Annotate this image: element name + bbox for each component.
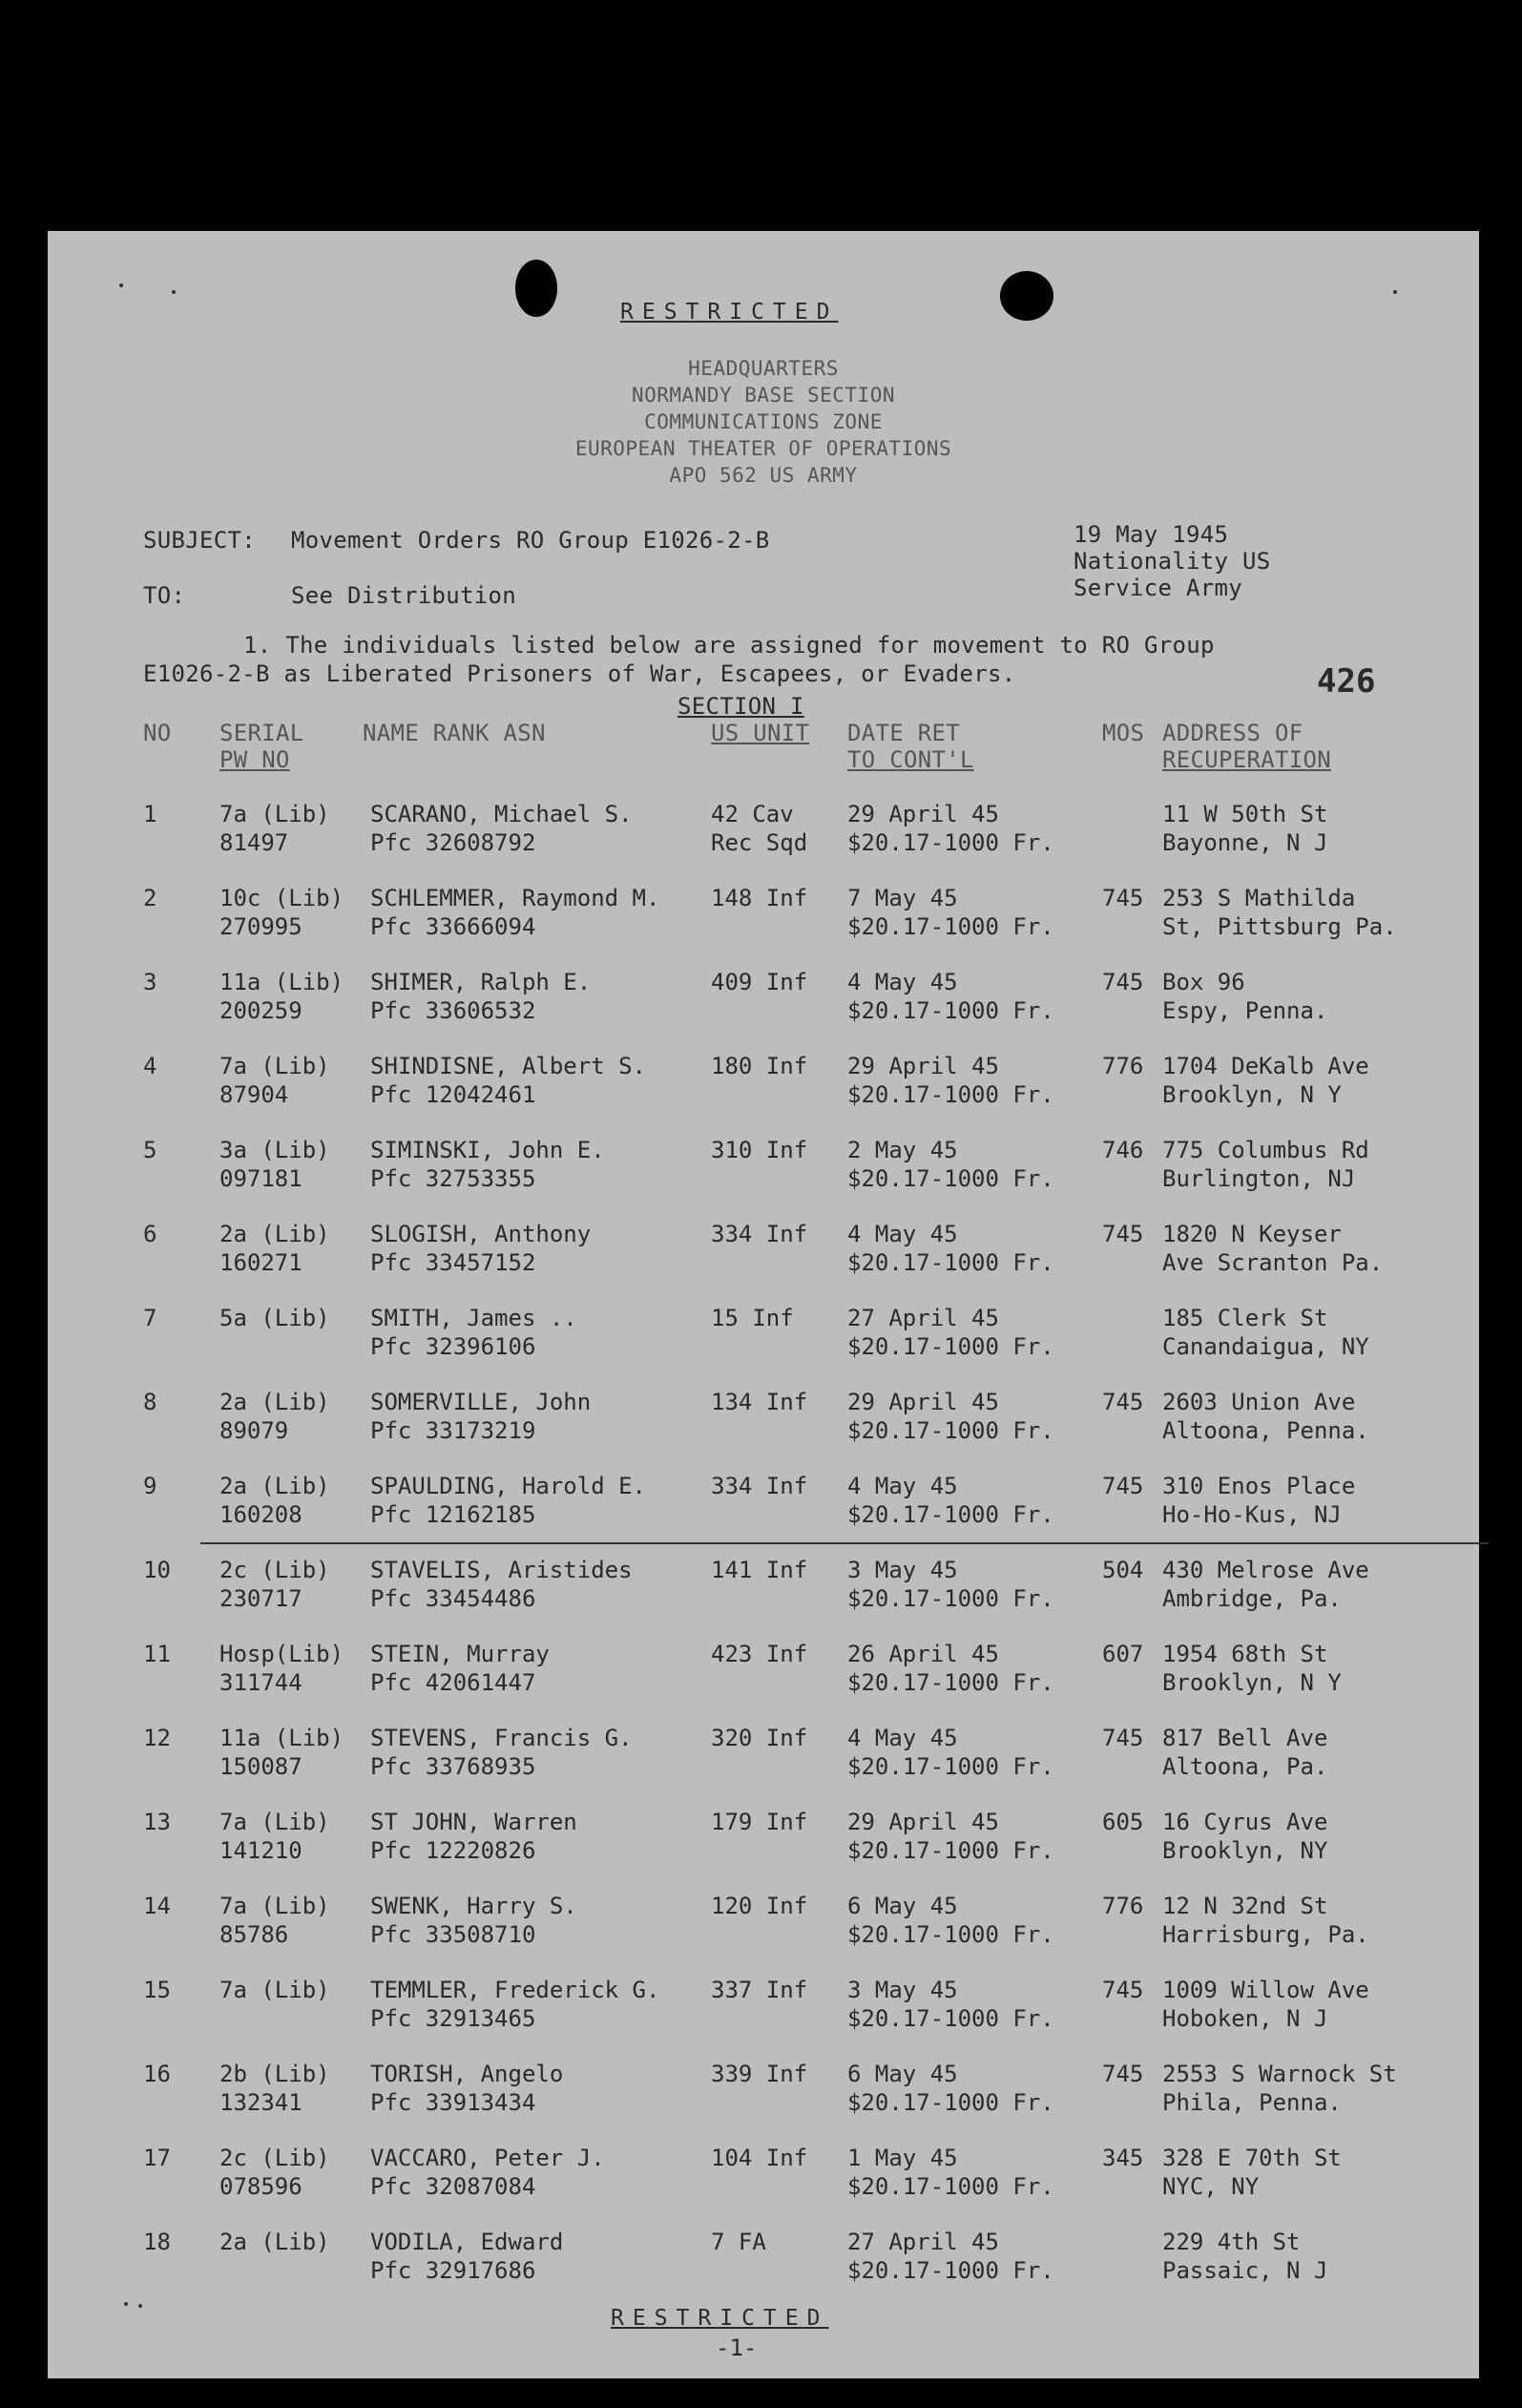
row-no: 10 <box>143 1557 171 1583</box>
col-address-2: RECUPERATION <box>1162 746 1331 773</box>
row-date: 29 April 45 <box>847 1389 999 1415</box>
row-address-2: Burlington, NJ <box>1162 1165 1356 1192</box>
table-row <box>48 1304 1479 1371</box>
row-no: 14 <box>143 1893 171 1919</box>
restricted-banner-bottom: RESTRICTED <box>611 2306 829 2331</box>
row-serial: 7a (Lib) <box>219 801 330 827</box>
row-unit: 310 Inf <box>711 1137 808 1163</box>
col-mos: MOS <box>1102 720 1145 746</box>
row-no: 9 <box>143 1473 157 1499</box>
row-address: 1009 Willow Ave <box>1162 1977 1369 2003</box>
row-name: TEMMLER, Frederick G. <box>370 1977 660 2003</box>
row-address-2: Phila, Penna. <box>1162 2089 1342 2116</box>
row-serial: 11a (Lib) <box>219 969 344 995</box>
punch-hole-left <box>515 260 557 317</box>
to-label: TO: <box>143 582 186 609</box>
row-no: 5 <box>143 1137 157 1163</box>
row-pay: $20.17-1000 Fr. <box>847 1501 1054 1528</box>
row-serial: 11a (Lib) <box>219 1725 344 1751</box>
row-unit: 334 Inf <box>711 1221 808 1247</box>
row-address-2: Altoona, Pa. <box>1162 1753 1328 1780</box>
row-address: 430 Melrose Ave <box>1162 1557 1369 1583</box>
row-pay: $20.17-1000 Fr. <box>847 2005 1054 2032</box>
row-date: 1 May 45 <box>847 2145 958 2171</box>
heading-line-3: COMMUNICATIONS ZONE <box>644 410 883 433</box>
row-address-2: Ambridge, Pa. <box>1162 1585 1342 1612</box>
row-address: 229 4th St <box>1162 2229 1301 2255</box>
row-name: SIMINSKI, John E. <box>370 1137 605 1163</box>
subject-label: SUBJECT: <box>143 527 256 554</box>
table-row <box>48 968 1479 1035</box>
row-unit: 339 Inf <box>711 2061 808 2087</box>
row-serial: 2b (Lib) <box>219 2061 330 2087</box>
row-date: 29 April 45 <box>847 1809 999 1835</box>
row-serial: 7a (Lib) <box>219 1893 330 1919</box>
row-mos: 745 <box>1102 885 1144 911</box>
row-name: SMITH, James .. <box>370 1305 577 1331</box>
col-serial: SERIAL <box>219 720 304 746</box>
row-name: STEVENS, Francis G. <box>370 1725 633 1751</box>
row-date: 27 April 45 <box>847 1305 999 1331</box>
row-unit: 334 Inf <box>711 1473 808 1499</box>
row-address-2: Harrisburg, Pa. <box>1162 1921 1369 1948</box>
row-rank-asn: Pfc 33508710 <box>370 1921 536 1948</box>
row-date: 3 May 45 <box>847 1557 958 1583</box>
col-pw: PW NO <box>219 746 290 773</box>
row-name: STEIN, Murray <box>370 1641 550 1667</box>
row-address: 1954 68th St <box>1162 1641 1328 1667</box>
row-mos: 776 <box>1102 1893 1144 1919</box>
table-row <box>48 1724 1479 1790</box>
row-unit: 7 FA <box>711 2229 766 2255</box>
row-name: SCHLEMMER, Raymond M. <box>370 885 660 911</box>
row-address-2: St, Pittsburg Pa. <box>1162 913 1397 940</box>
row-serial: 5a (Lib) <box>219 1305 330 1331</box>
row-address-2: Ave Scranton Pa. <box>1162 1249 1384 1276</box>
row-date: 4 May 45 <box>847 1725 958 1751</box>
row-no: 8 <box>143 1389 157 1415</box>
row-address-2: Hoboken, N J <box>1162 2005 1328 2032</box>
row-unit: 42 Cav <box>711 801 794 827</box>
row-name: SOMERVILLE, John <box>370 1389 592 1415</box>
row-serial: 2a (Lib) <box>219 1221 330 1247</box>
row-unit: 337 Inf <box>711 1977 808 2003</box>
row-pay: $20.17-1000 Fr. <box>847 1669 1054 1696</box>
row-unit: 180 Inf <box>711 1053 808 1079</box>
row-rank-asn: Pfc 33454486 <box>370 1585 536 1612</box>
section-title: SECTION I <box>678 693 804 720</box>
row-address: 328 E 70th St <box>1162 2145 1342 2171</box>
row-address: 1704 DeKalb Ave <box>1162 1053 1369 1079</box>
table-row <box>48 1388 1479 1455</box>
row-unit: 179 Inf <box>711 1809 808 1835</box>
row-mos: 745 <box>1102 2061 1144 2087</box>
subject-text: Movement Orders RO Group E1026-2-B <box>291 527 770 554</box>
row-address-2: Ho-Ho-Kus, NJ <box>1162 1501 1342 1528</box>
row-no: 1 <box>143 801 157 827</box>
row-rank-asn: Pfc 32913465 <box>370 2005 536 2032</box>
row-date: 29 April 45 <box>847 801 999 827</box>
row-unit: 120 Inf <box>711 1893 808 1919</box>
row-rank-asn: Pfc 33913434 <box>370 2089 536 2116</box>
row-pw-no: 87904 <box>219 1081 289 1108</box>
row-name: SHINDISNE, Albert S. <box>370 1053 646 1079</box>
page-number-stamp: 426 <box>1317 662 1376 701</box>
document-sheet <box>48 231 1479 2378</box>
row-rank-asn: Pfc 32396106 <box>370 1333 536 1360</box>
table-row <box>48 1556 1479 1623</box>
row-no: 13 <box>143 1809 171 1835</box>
row-address-2: Bayonne, N J <box>1162 829 1328 856</box>
row-address-2: Passaic, N J <box>1162 2257 1328 2284</box>
row-address-2: Canandaigua, NY <box>1162 1333 1369 1360</box>
row-rank-asn: Pfc 33768935 <box>370 1753 536 1780</box>
row-address-2: Brooklyn, N Y <box>1162 1669 1342 1696</box>
row-pw-no: 150087 <box>219 1753 302 1780</box>
table-row <box>48 1472 1479 1539</box>
row-serial: 7a (Lib) <box>219 1053 330 1079</box>
row-unit: 423 Inf <box>711 1641 808 1667</box>
row-name: STAVELIS, Aristides <box>370 1557 633 1583</box>
row-pay: $20.17-1000 Fr. <box>847 1333 1054 1360</box>
row-pay: $20.17-1000 Fr. <box>847 2257 1054 2284</box>
row-address: 310 Enos Place <box>1162 1473 1356 1499</box>
row-pay: $20.17-1000 Fr. <box>847 2173 1054 2200</box>
row-rank-asn: Pfc 33457152 <box>370 1249 536 1276</box>
row-address-2: NYC, NY <box>1162 2173 1260 2200</box>
row-address-2: Espy, Penna. <box>1162 997 1328 1024</box>
row-rank-asn: Pfc 12162185 <box>370 1501 536 1528</box>
table-row <box>48 2060 1479 2126</box>
date: 19 May 1945 <box>1074 521 1229 548</box>
nationality: Nationality US <box>1074 548 1271 575</box>
row-pay: $20.17-1000 Fr. <box>847 1921 1054 1948</box>
row-mos: 345 <box>1102 2145 1144 2171</box>
row-mos: 745 <box>1102 1977 1144 2003</box>
table-row <box>48 2144 1479 2210</box>
row-address: 817 Bell Ave <box>1162 1725 1328 1751</box>
row-unit: 141 Inf <box>711 1557 808 1583</box>
row-rank-asn: Pfc 12042461 <box>370 1081 536 1108</box>
row-no: 16 <box>143 2061 171 2087</box>
col-unit: US UNIT <box>711 720 810 746</box>
row-name: TORISH, Angelo <box>370 2061 564 2087</box>
row-unit: 148 Inf <box>711 885 808 911</box>
col-date-2: TO CONT'L <box>847 746 974 773</box>
row-pay: $20.17-1000 Fr. <box>847 829 1054 856</box>
row-pay: $20.17-1000 Fr. <box>847 913 1054 940</box>
row-date: 2 May 45 <box>847 1137 958 1163</box>
table-row <box>48 1640 1479 1707</box>
row-name: VODILA, Edward <box>370 2229 564 2255</box>
row-mos: 746 <box>1102 1137 1144 1163</box>
row-date: 6 May 45 <box>847 2061 958 2087</box>
row-serial: 2a (Lib) <box>219 1389 330 1415</box>
row-no: 6 <box>143 1221 157 1247</box>
row-date: 27 April 45 <box>847 2229 999 2255</box>
row-mos: 776 <box>1102 1053 1144 1079</box>
table-row <box>48 1136 1479 1203</box>
table-row <box>48 2228 1479 2294</box>
row-unit: 104 Inf <box>711 2145 808 2171</box>
row-rank-asn: Pfc 33666094 <box>370 913 536 940</box>
row-no: 3 <box>143 969 157 995</box>
row-pw-no: 160271 <box>219 1249 302 1276</box>
row-pw-no: 160208 <box>219 1501 302 1528</box>
row-unit: 320 Inf <box>711 1725 808 1751</box>
row-pw-no: 270995 <box>219 913 302 940</box>
row-serial: 7a (Lib) <box>219 1809 330 1835</box>
row-rank-asn: Pfc 32608792 <box>370 829 536 856</box>
row-name: SLOGISH, Anthony <box>370 1221 592 1247</box>
row-pw-no: 311744 <box>219 1669 302 1696</box>
row-pay: $20.17-1000 Fr. <box>847 1249 1054 1276</box>
heading-line-5: APO 562 US ARMY <box>669 464 858 487</box>
row-pay: $20.17-1000 Fr. <box>847 1165 1054 1192</box>
row-pw-no: 097181 <box>219 1165 302 1192</box>
row-serial: 3a (Lib) <box>219 1137 330 1163</box>
row-address: 185 Clerk St <box>1162 1305 1328 1331</box>
row-name: VACCARO, Peter J. <box>370 2145 605 2171</box>
row-rank-asn: Pfc 33606532 <box>370 997 536 1024</box>
row-address: 11 W 50th St <box>1162 801 1328 827</box>
row-serial: Hosp(Lib) <box>219 1641 344 1667</box>
row-mos: 605 <box>1102 1809 1144 1835</box>
row-date: 7 May 45 <box>847 885 958 911</box>
row-no: 17 <box>143 2145 171 2171</box>
row-unit: 409 Inf <box>711 969 808 995</box>
row-mos: 607 <box>1102 1641 1144 1667</box>
row-name: SCARANO, Michael S. <box>370 801 633 827</box>
col-name: NAME RANK ASN <box>363 720 546 746</box>
row-pw-no: 132341 <box>219 2089 302 2116</box>
row-mos: 745 <box>1102 1389 1144 1415</box>
row-address-2: Brooklyn, NY <box>1162 1837 1328 1864</box>
row-pw-no: 89079 <box>219 1417 289 1444</box>
strikethrough-line <box>200 1542 1489 1544</box>
table-row <box>48 884 1479 951</box>
service: Service Army <box>1074 575 1242 601</box>
row-address: Box 96 <box>1162 969 1245 995</box>
page-number: -1- <box>716 2335 758 2361</box>
paragraph-line-2: E1026-2-B as Liberated Prisoners of War, Escapees, or Evaders. <box>143 660 1016 687</box>
row-no: 11 <box>143 1641 171 1667</box>
col-address: ADDRESS OF <box>1162 720 1303 746</box>
row-address: 2603 Union Ave <box>1162 1389 1356 1415</box>
col-date: DATE RET <box>847 720 960 746</box>
row-pw-no: 078596 <box>219 2173 302 2200</box>
row-address: 2553 S Warnock St <box>1162 2061 1397 2087</box>
row-no: 4 <box>143 1053 157 1079</box>
row-address: 1820 N Keyser <box>1162 1221 1342 1247</box>
row-rank-asn: Pfc 32087084 <box>370 2173 536 2200</box>
row-unit: 15 Inf <box>711 1305 794 1331</box>
row-pw-no: 85786 <box>219 1921 289 1948</box>
row-mos: 745 <box>1102 1725 1144 1751</box>
row-date: 26 April 45 <box>847 1641 999 1667</box>
paragraph-line-1: 1. The individuals listed below are assigned for movement to RO Group <box>243 632 1215 659</box>
row-pw-no: 200259 <box>219 997 302 1024</box>
row-serial: 2a (Lib) <box>219 2229 330 2255</box>
row-pw-no: 230717 <box>219 1585 302 1612</box>
table-row <box>48 1976 1479 2042</box>
row-no: 7 <box>143 1305 157 1331</box>
row-serial: 2c (Lib) <box>219 1557 330 1583</box>
heading-line-4: EUROPEAN THEATER OF OPERATIONS <box>574 437 952 460</box>
row-date: 29 April 45 <box>847 1053 999 1079</box>
row-date: 4 May 45 <box>847 1473 958 1499</box>
row-date: 4 May 45 <box>847 1221 958 1247</box>
row-date: 6 May 45 <box>847 1893 958 1919</box>
row-serial: 2c (Lib) <box>219 2145 330 2171</box>
col-no: NO <box>143 720 172 746</box>
row-pay: $20.17-1000 Fr. <box>847 997 1054 1024</box>
row-mos: 745 <box>1102 1221 1144 1247</box>
row-address: 253 S Mathilda <box>1162 885 1356 911</box>
row-unit: 134 Inf <box>711 1389 808 1415</box>
heading-line-1: HEADQUARTERS <box>688 357 839 380</box>
row-name: ST JOHN, Warren <box>370 1809 577 1835</box>
row-pw-no: 81497 <box>219 829 289 856</box>
row-pay: $20.17-1000 Fr. <box>847 1753 1054 1780</box>
row-rank-asn: Pfc 42061447 <box>370 1669 536 1696</box>
row-no: 12 <box>143 1725 171 1751</box>
row-name: SPAULDING, Harold E. <box>370 1473 646 1499</box>
row-address: 16 Cyrus Ave <box>1162 1809 1328 1835</box>
row-unit-2: Rec Sqd <box>711 829 808 856</box>
row-rank-asn: Pfc 33173219 <box>370 1417 536 1444</box>
row-rank-asn: Pfc 32917686 <box>370 2257 536 2284</box>
row-mos: 504 <box>1102 1557 1144 1583</box>
row-address-2: Brooklyn, N Y <box>1162 1081 1342 1108</box>
row-pay: $20.17-1000 Fr. <box>847 1081 1054 1108</box>
row-name: SWENK, Harry S. <box>370 1893 577 1919</box>
table-row <box>48 1892 1479 1958</box>
row-rank-asn: Pfc 32753355 <box>370 1165 536 1192</box>
row-pw-no: 141210 <box>219 1837 302 1864</box>
row-no: 2 <box>143 885 157 911</box>
row-no: 15 <box>143 1977 171 2003</box>
row-mos: 745 <box>1102 969 1144 995</box>
row-mos: 745 <box>1102 1473 1144 1499</box>
table-row <box>48 800 1479 867</box>
row-pay: $20.17-1000 Fr. <box>847 1417 1054 1444</box>
row-pay: $20.17-1000 Fr. <box>847 1585 1054 1612</box>
table-row <box>48 1808 1479 1874</box>
row-address: 12 N 32nd St <box>1162 1893 1328 1919</box>
row-serial: 7a (Lib) <box>219 1977 330 2003</box>
row-pay: $20.17-1000 Fr. <box>847 2089 1054 2116</box>
row-address-2: Altoona, Penna. <box>1162 1417 1369 1444</box>
to-text: See Distribution <box>291 582 516 609</box>
row-serial: 10c (Lib) <box>219 885 344 911</box>
row-address: 775 Columbus Rd <box>1162 1137 1369 1163</box>
row-no: 18 <box>143 2229 171 2255</box>
punch-hole-right <box>1000 271 1053 321</box>
row-date: 4 May 45 <box>847 969 958 995</box>
row-pay: $20.17-1000 Fr. <box>847 1837 1054 1864</box>
restricted-banner-top: RESTRICTED <box>620 300 839 325</box>
row-name: SHIMER, Ralph E. <box>370 969 592 995</box>
row-serial: 2a (Lib) <box>219 1473 330 1499</box>
table-row <box>48 1220 1479 1287</box>
row-date: 3 May 45 <box>847 1977 958 2003</box>
table-row <box>48 1052 1479 1119</box>
heading-line-2: NORMANDY BASE SECTION <box>631 384 895 407</box>
row-rank-asn: Pfc 12220826 <box>370 1837 536 1864</box>
